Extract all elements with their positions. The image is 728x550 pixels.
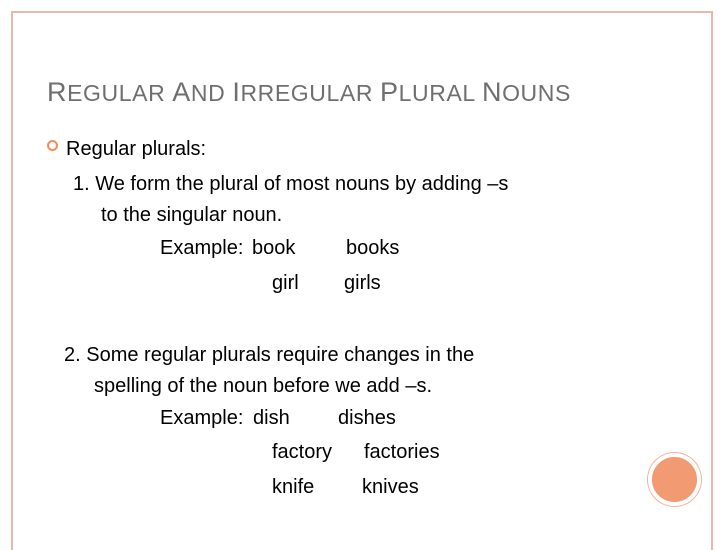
rule2-line2: spelling of the noun before we add –s. xyxy=(94,375,433,397)
rule2-example-plural: dishes xyxy=(338,407,396,429)
accent-circle xyxy=(648,453,701,506)
rule2-example-plural: knives xyxy=(362,476,419,498)
rule1-line1: 1. We form the plural of most nouns by adding –s xyxy=(73,173,509,195)
rule1-line2: to the singular noun. xyxy=(101,204,283,226)
rule1-example-singular: girl xyxy=(272,272,299,294)
rule2-line1: 2. Some regular plurals require changes in the xyxy=(64,344,475,366)
rule2-example-singular: knife xyxy=(272,476,315,498)
slide-title: REGULAR AND IRREGULAR PLURAL NOUNS xyxy=(47,77,571,107)
bullet-icon xyxy=(47,140,58,151)
rule1-example-label: Example: xyxy=(160,237,244,259)
rule1-example-plural: books xyxy=(346,237,400,259)
rule2-example-label: Example: xyxy=(160,407,244,429)
rule2-example-plural: factories xyxy=(364,441,440,463)
section-heading: Regular plurals: xyxy=(66,138,207,160)
rule1-example-singular: book xyxy=(252,237,296,259)
rule2-example-singular: dish xyxy=(253,407,290,429)
rule1-example-plural: girls xyxy=(344,272,381,294)
rule2-example-singular: factory xyxy=(272,441,333,463)
